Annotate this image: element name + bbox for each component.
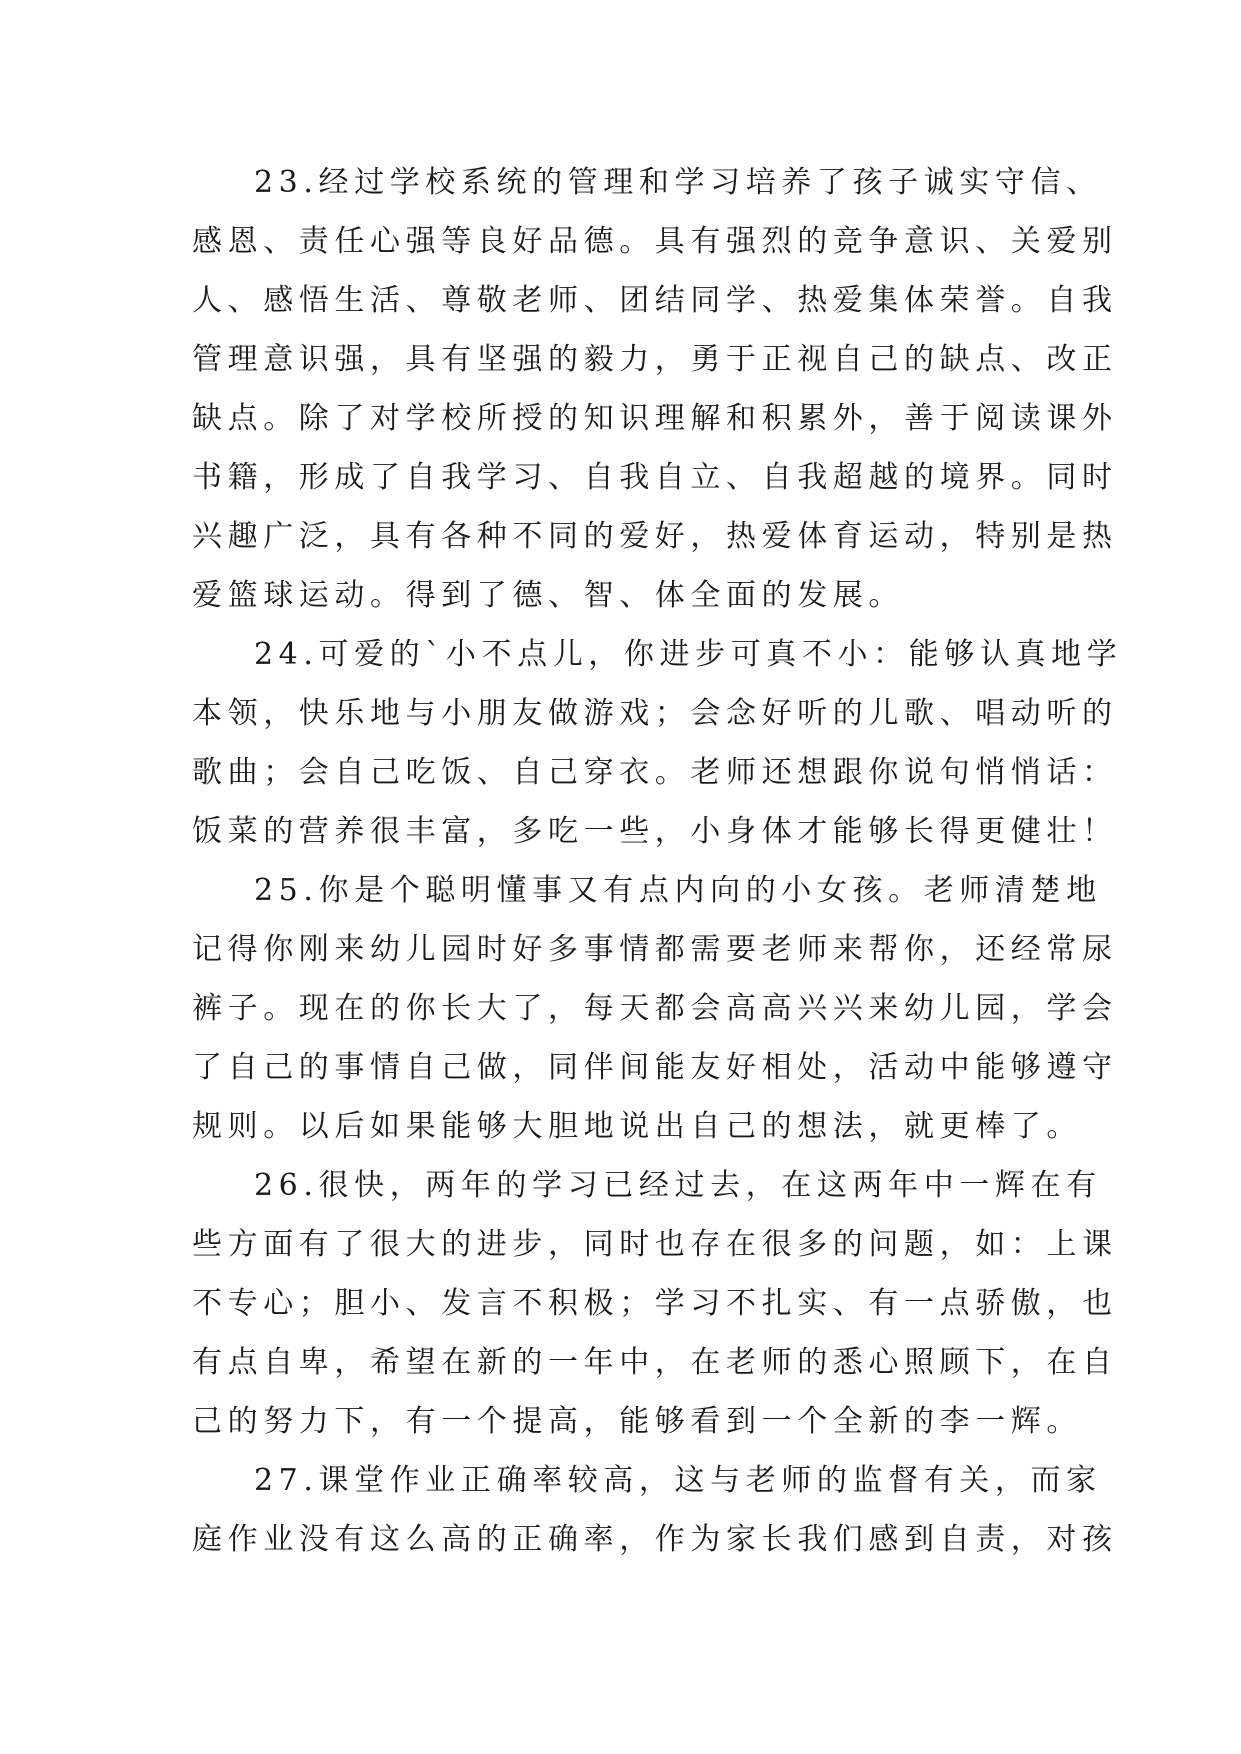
paragraph-23-line-5: 缺点。除了对学校所授的知识理解和积累外，善于阅读课外 (192, 401, 1118, 436)
paragraph-26-line-5: 己的努力下，有一个提高，能够看到一个全新的李一辉。 (192, 1404, 1082, 1439)
paragraph-24-line-3: 歌曲；会自己吃饭、自己穿衣。老师还想跟你说句悄悄话： (192, 755, 1118, 790)
paragraph-25-line-4: 了自己的事情自己做，同伴间能友好相处，活动中能够遵守 (192, 1050, 1118, 1085)
paragraph-25-line-5: 规则。以后如果能够大胆地说出自己的想法，就更棒了。 (192, 1109, 1082, 1144)
paragraph-23-line-3: 人、感悟生活、尊敬老师、团结同学、热爱集体荣誉。自我 (192, 283, 1118, 318)
paragraph-23-line-1: 23.经过学校系统的管理和学习培养了孩子诚实守信、 (254, 165, 1102, 200)
paragraph-26-line-1: 26.很快，两年的学习已经过去，在这两年中一辉在有 (254, 1168, 1102, 1203)
paragraph-24-line-1: 24.可爱的`小不点儿，你进步可真不小：能够认真地学 (254, 637, 1123, 672)
paragraph-26-line-2: 些方面有了很大的进步，同时也存在很多的问题，如：上课 (192, 1227, 1118, 1262)
paragraph-23-line-8: 爱篮球运动。得到了德、智、体全面的发展。 (192, 578, 904, 613)
paragraph-25-line-3: 裤子。现在的你长大了，每天都会高高兴兴来幼儿园，学会 (192, 991, 1118, 1026)
paragraph-23-line-2: 感恩、责任心强等良好品德。具有强烈的竞争意识、关爱别 (192, 224, 1118, 259)
paragraph-23-line-6: 书籍，形成了自我学习、自我自立、自我超越的境界。同时 (192, 460, 1118, 495)
paragraph-24-line-4: 饭菜的营养很丰富，多吃一些，小身体才能够长得更健壮！ (192, 814, 1118, 849)
paragraph-26-line-4: 有点自卑，希望在新的一年中，在老师的悉心照顾下，在自 (192, 1345, 1118, 1380)
paragraph-25-line-1: 25.你是个聪明懂事又有点内向的小女孩。老师清楚地 (254, 873, 1102, 908)
paragraph-27-line-2: 庭作业没有这么高的正确率，作为家长我们感到自责，对孩 (192, 1522, 1118, 1557)
paragraph-23-line-4: 管理意识强，具有坚强的毅力，勇于正视自己的缺点、改正 (192, 342, 1118, 377)
paragraph-27-line-1: 27.课堂作业正确率较高，这与老师的监督有关，而家 (254, 1463, 1102, 1498)
paragraph-24-line-2: 本领，快乐地与小朋友做游戏；会念好听的儿歌、唱动听的 (192, 696, 1118, 731)
paragraph-26-line-3: 不专心；胆小、发言不积极；学习不扎实、有一点骄傲，也 (192, 1286, 1118, 1321)
paragraph-25-line-2: 记得你刚来幼儿园时好多事情都需要老师来帮你，还经常尿 (192, 932, 1118, 967)
paragraph-23-line-7: 兴趣广泛，具有各种不同的爱好，热爱体育运动，特别是热 (192, 519, 1118, 554)
